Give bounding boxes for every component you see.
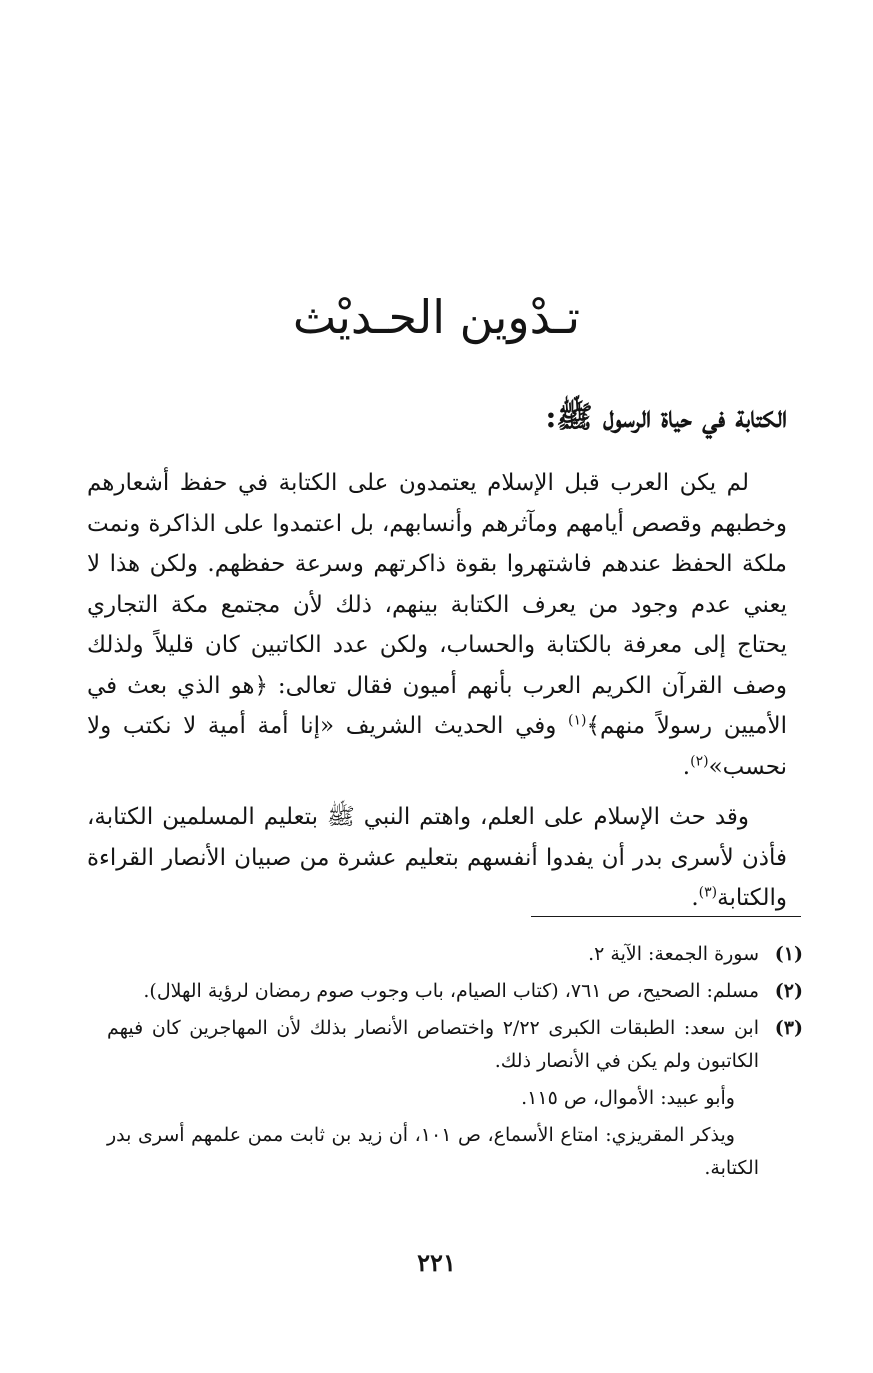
paragraph-1-text: لم يكن العرب قبل الإسلام يعتمدون على الكتابة في حفظ أشعارهم وخطبهم وقصص أيامهم ومآثرهم وأنسابهم، بل اعتمدوا على الذاكرة ونمت ملكة الحفظ عندهم فاشتهروا بقوة ذاكرتهم وسرعة حفظهم. ولكن هذا لا يعني عدم وجود من يعرف الكتابة بينهم، ذلك لأن مجتمع مكة التجاري يحتاج إلى معرفة بالكتابة والحساب، ولكن عدد الكاتبين كان قليلاً ولذلك وصف القرآن الكريم العرب بأنهم أميون فقال تعالى: ﴿هو الذي بعث في الأميين رسولاً منهم﴾ [87,470,787,739]
paragraph-2 [87,797,787,919]
page-number: ٢٢١ [417,1248,456,1277]
footnote-3-continuation-1: وأبو عبيد: الأموال، ص ١١٥. [521,1087,735,1109]
paragraph-1 [87,463,787,787]
footnote-text: ابن سعد: الطبقات الكبرى ٢/٢٢ واختصاص الأنصار بذلك لأن المهاجرين كان فيهم الكاتبون ولم يكن في الأنصار ذلك. [107,1017,759,1072]
footnote-number: (٣) [774,1017,803,1039]
footnote-ref-3: (٣) [698,884,718,901]
footnote-3-continuation-2: ويذكر المقريزي: امتاع الأسماع، ص ١٠١، أن زيد بن ثابت ممن علمهم أسرى بدر الكتابة. [107,1124,759,1179]
paragraph-1-tail: . [682,753,691,780]
footnote-2 [107,975,803,1008]
footnote-3 [107,1012,803,1078]
footnote-text: مسلم: الصحيح، ص ٧٦١، (كتاب الصيام، باب وجوب صوم رمضان لرؤية الهلال). [143,980,759,1002]
footnote-ref-2: (٢) [690,752,709,769]
footnote-number: (١) [774,943,803,965]
footnote-divider [531,916,801,917]
paragraph-2-tail: . [691,885,699,911]
section-heading: الكتابة في حياة الرسول ﷺ: [545,400,787,435]
footnote-ref-1: (١) [568,712,587,729]
paragraph-1-text-2: وفي الحديث الشريف «إنا أمة أمية لا نكتب ولا نحسب» [87,713,787,780]
chapter-title: تـدْوين الحـديْث [292,290,581,344]
paragraph-2-text: وقد حث الإسلام على العلم، واهتم النبي ﷺ بتعليم المسلمين الكتابة، فأذن لأسرى بدر أن يفدوا أنفسهم بتعليم عشرة من صبيان الأنصار القراءة والكتابة [87,804,787,911]
footnote-text: سورة الجمعة: الآية ٢. [588,943,759,965]
footnote-1 [107,938,803,971]
footnote-number: (٢) [774,980,803,1002]
body-text [87,463,787,929]
footnotes [107,938,803,1189]
